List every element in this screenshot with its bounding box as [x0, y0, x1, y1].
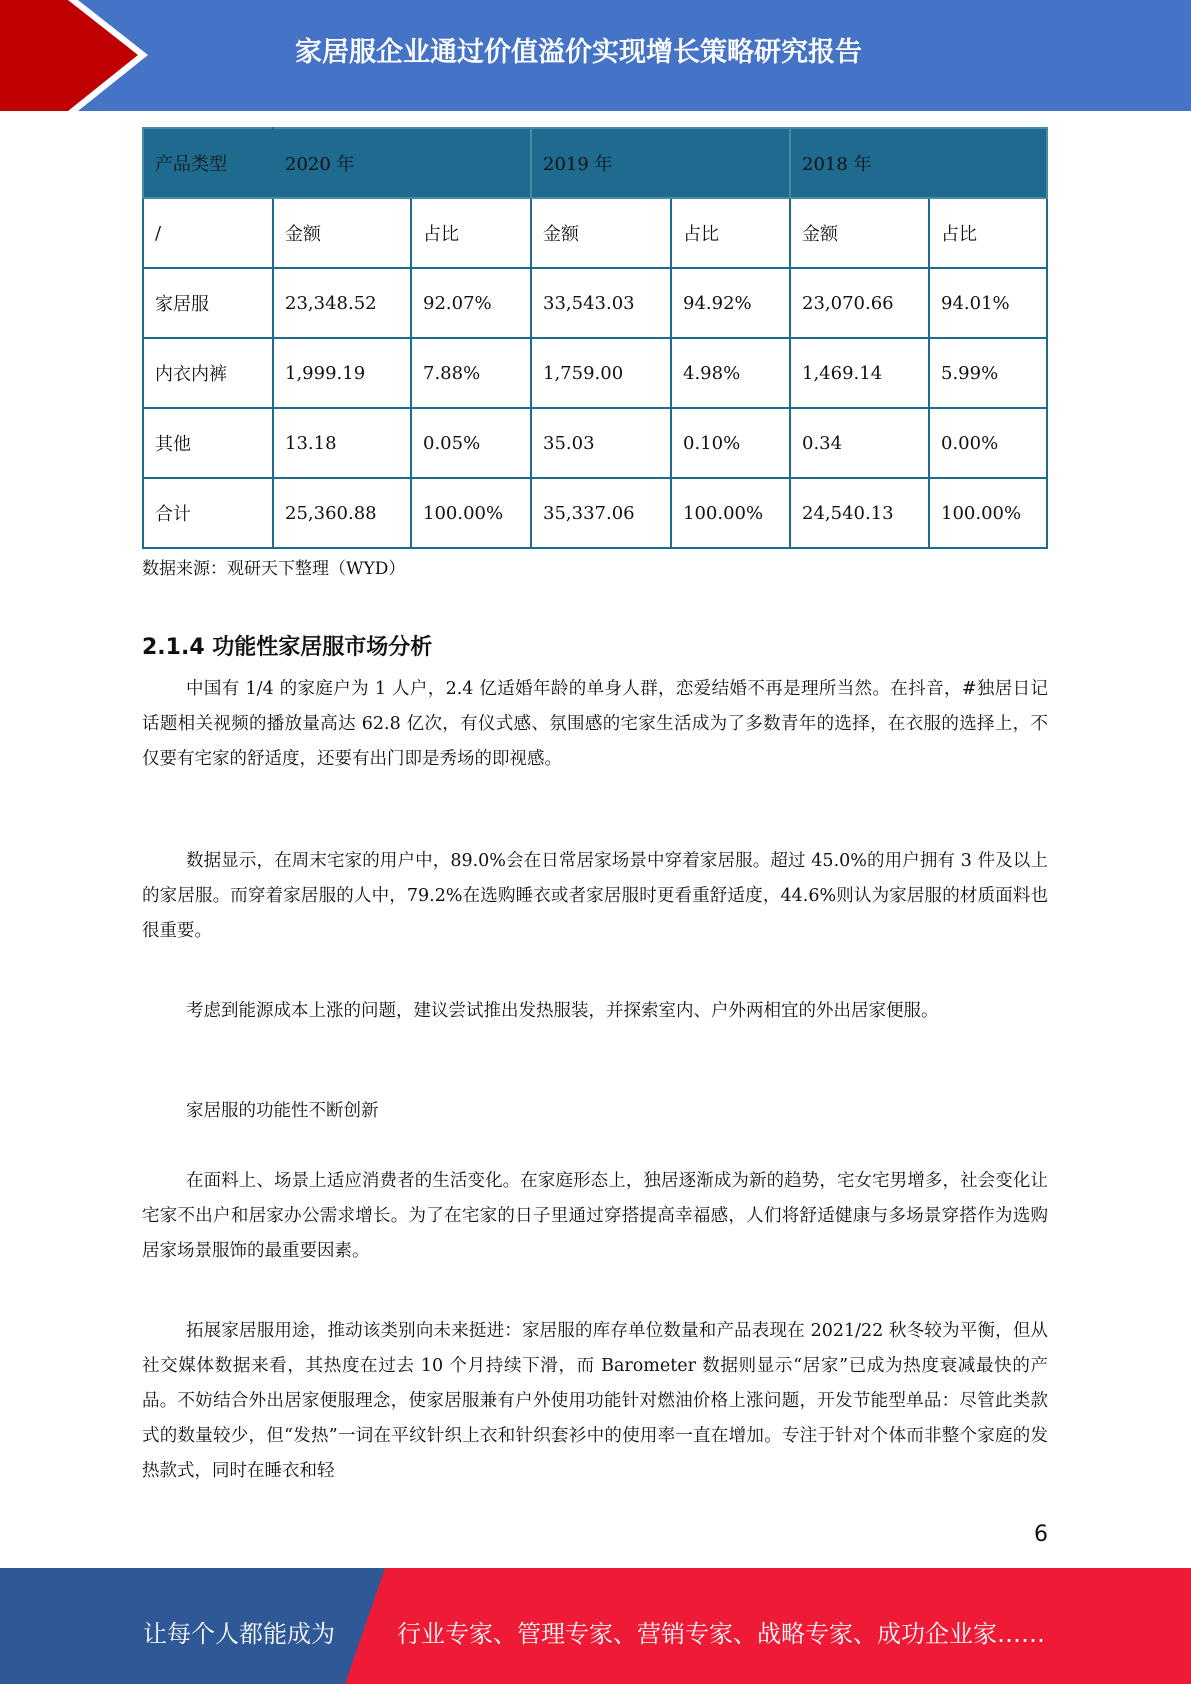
section-heading: 2.1.4 功能性家居服市场分析 — [142, 635, 433, 660]
table-cell: 合计 — [143, 478, 273, 548]
table-cell: 23,348.52 — [273, 268, 411, 338]
table-cell: 13.18 — [273, 408, 411, 478]
table-header-row — [143, 128, 1047, 198]
header-cell: 产品类型 — [143, 128, 273, 198]
table-cell: 7.88% — [411, 338, 531, 408]
table-cell: 94.01% — [929, 268, 1047, 338]
table-cell: 33,543.03 — [531, 268, 671, 338]
header-cell: 2018 年 — [790, 128, 1047, 198]
table-cell: / — [143, 198, 273, 268]
table-cell: 23,070.66 — [790, 268, 929, 338]
table-cell: 4.98% — [671, 338, 790, 408]
page-footer — [0, 1568, 1191, 1684]
table-cell: 0.05% — [411, 408, 531, 478]
table-cell: 1,759.00 — [531, 338, 671, 408]
table-cell: 24,540.13 — [790, 478, 929, 548]
table-cell: 占比 — [929, 198, 1047, 268]
header-chevron-decoration — [0, 0, 160, 111]
table-row — [143, 408, 1047, 478]
header-cell: 2020 年 — [273, 128, 531, 198]
table-cell: 家居服 — [143, 268, 273, 338]
table-cell: 35,337.06 — [531, 478, 671, 548]
table-cell: 0.10% — [671, 408, 790, 478]
table-cell: 0.34 — [790, 408, 929, 478]
paragraph: 家居服的功能性不断创新 — [186, 1101, 379, 1121]
table-row — [143, 338, 1047, 408]
table-row — [143, 268, 1047, 338]
table-cell: 100.00% — [671, 478, 790, 548]
table-row — [143, 478, 1047, 548]
table-cell: 金额 — [273, 198, 411, 268]
paragraph: 拓展家居服用途，推动该类别向未来挺进：家居服的库存单位数量和产品表现在 2021/22 秋冬较为平衡，但从社交媒体数据来看，其热度在过去 10 个月持续下滑，而 Barometer 数据则显示“居家”已成为热度衰减最快的产品。不妨结合外出居家便服理念，使家居服兼有户外使用功能针对燃油价格上涨问题，开发节能型单品：尽管此类款式的数量较少，但“发热”一词在平纹针织上衣和针织套衫中的使用率一直在增加。专注于针对个体而非整个家庭的发热款式，同时在睡衣和轻 — [142, 1321, 1048, 1481]
table-cell: 92.07% — [411, 268, 531, 338]
table-cell: 占比 — [411, 198, 531, 268]
table-cell: 5.99% — [929, 338, 1047, 408]
table-cell: 金额 — [531, 198, 671, 268]
table-cell: 0.00% — [929, 408, 1047, 478]
table-cell: 94.92% — [671, 268, 790, 338]
product-revenue-table — [142, 127, 1048, 549]
page-number: 6 — [1034, 1522, 1048, 1547]
paragraph: 中国有 1/4 的家庭户为 1 人户，2.4 亿适婚年龄的单身人群，恋爱结婚不再是理所当然。在抖音，#独居日记 话题相关视频的播放量高达 62.8 亿次，有仪式感、氛围感的宅家生活成为了多数青年的选择，在衣服的选择上，不仅要有宅家的舒适度，还要有出门即是秀场的即视感。 — [142, 679, 1048, 769]
table-cell: 35.03 — [531, 408, 671, 478]
header-cell: 2019 年 — [531, 128, 790, 198]
footer-slogan-right: 行业专家、管理专家、营销专家、战略专家、成功企业家…… — [397, 1620, 1045, 1648]
table-cell: 100.00% — [411, 478, 531, 548]
table-cell: 100.00% — [929, 478, 1047, 548]
table-subheader-row — [143, 198, 1047, 268]
paragraph: 考虑到能源成本上涨的问题，建议尝试推出发热服装，并探索室内、户外两相宜的外出居家便服。 — [186, 1001, 939, 1021]
report-title: 家居服企业通过价值溢价实现增长策略研究报告 — [295, 37, 862, 68]
paragraph: 在面料上、场景上适应消费者的生活变化。在家庭形态上，独居逐渐成为新的趋势，宅女宅男增多，社会变化让宅家不出户和居家办公需求增长。为了在宅家的日子里通过穿搭提高幸福感，人们将舒适健康与多场景穿搭作为选购居家场景服饰的最重要因素。 — [142, 1171, 1048, 1261]
table-cell: 1,999.19 — [273, 338, 411, 408]
table-cell: 金额 — [790, 198, 929, 268]
table-cell: 1,469.14 — [790, 338, 929, 408]
page-header — [0, 0, 1191, 111]
table-cell: 内衣内裤 — [143, 338, 273, 408]
table-cell: 占比 — [671, 198, 790, 268]
data-source-note: 数据来源：观研天下整理（WYD） — [142, 559, 406, 579]
footer-slogan-left: 让每个人都能成为 — [143, 1620, 335, 1648]
table-cell: 其他 — [143, 408, 273, 478]
paragraph: 数据显示，在周末宅家的用户中，89.0%会在日常居家场景中穿着家居服。超过 45.0%的用户拥有 3 件及以上的家居服。而穿着家居服的人中，79.2%在选购睡衣或者家居服时更看重舒适度，44.6%则认为家居服的材质面料也很重要。 — [142, 851, 1048, 941]
table-cell: 25,360.88 — [273, 478, 411, 548]
